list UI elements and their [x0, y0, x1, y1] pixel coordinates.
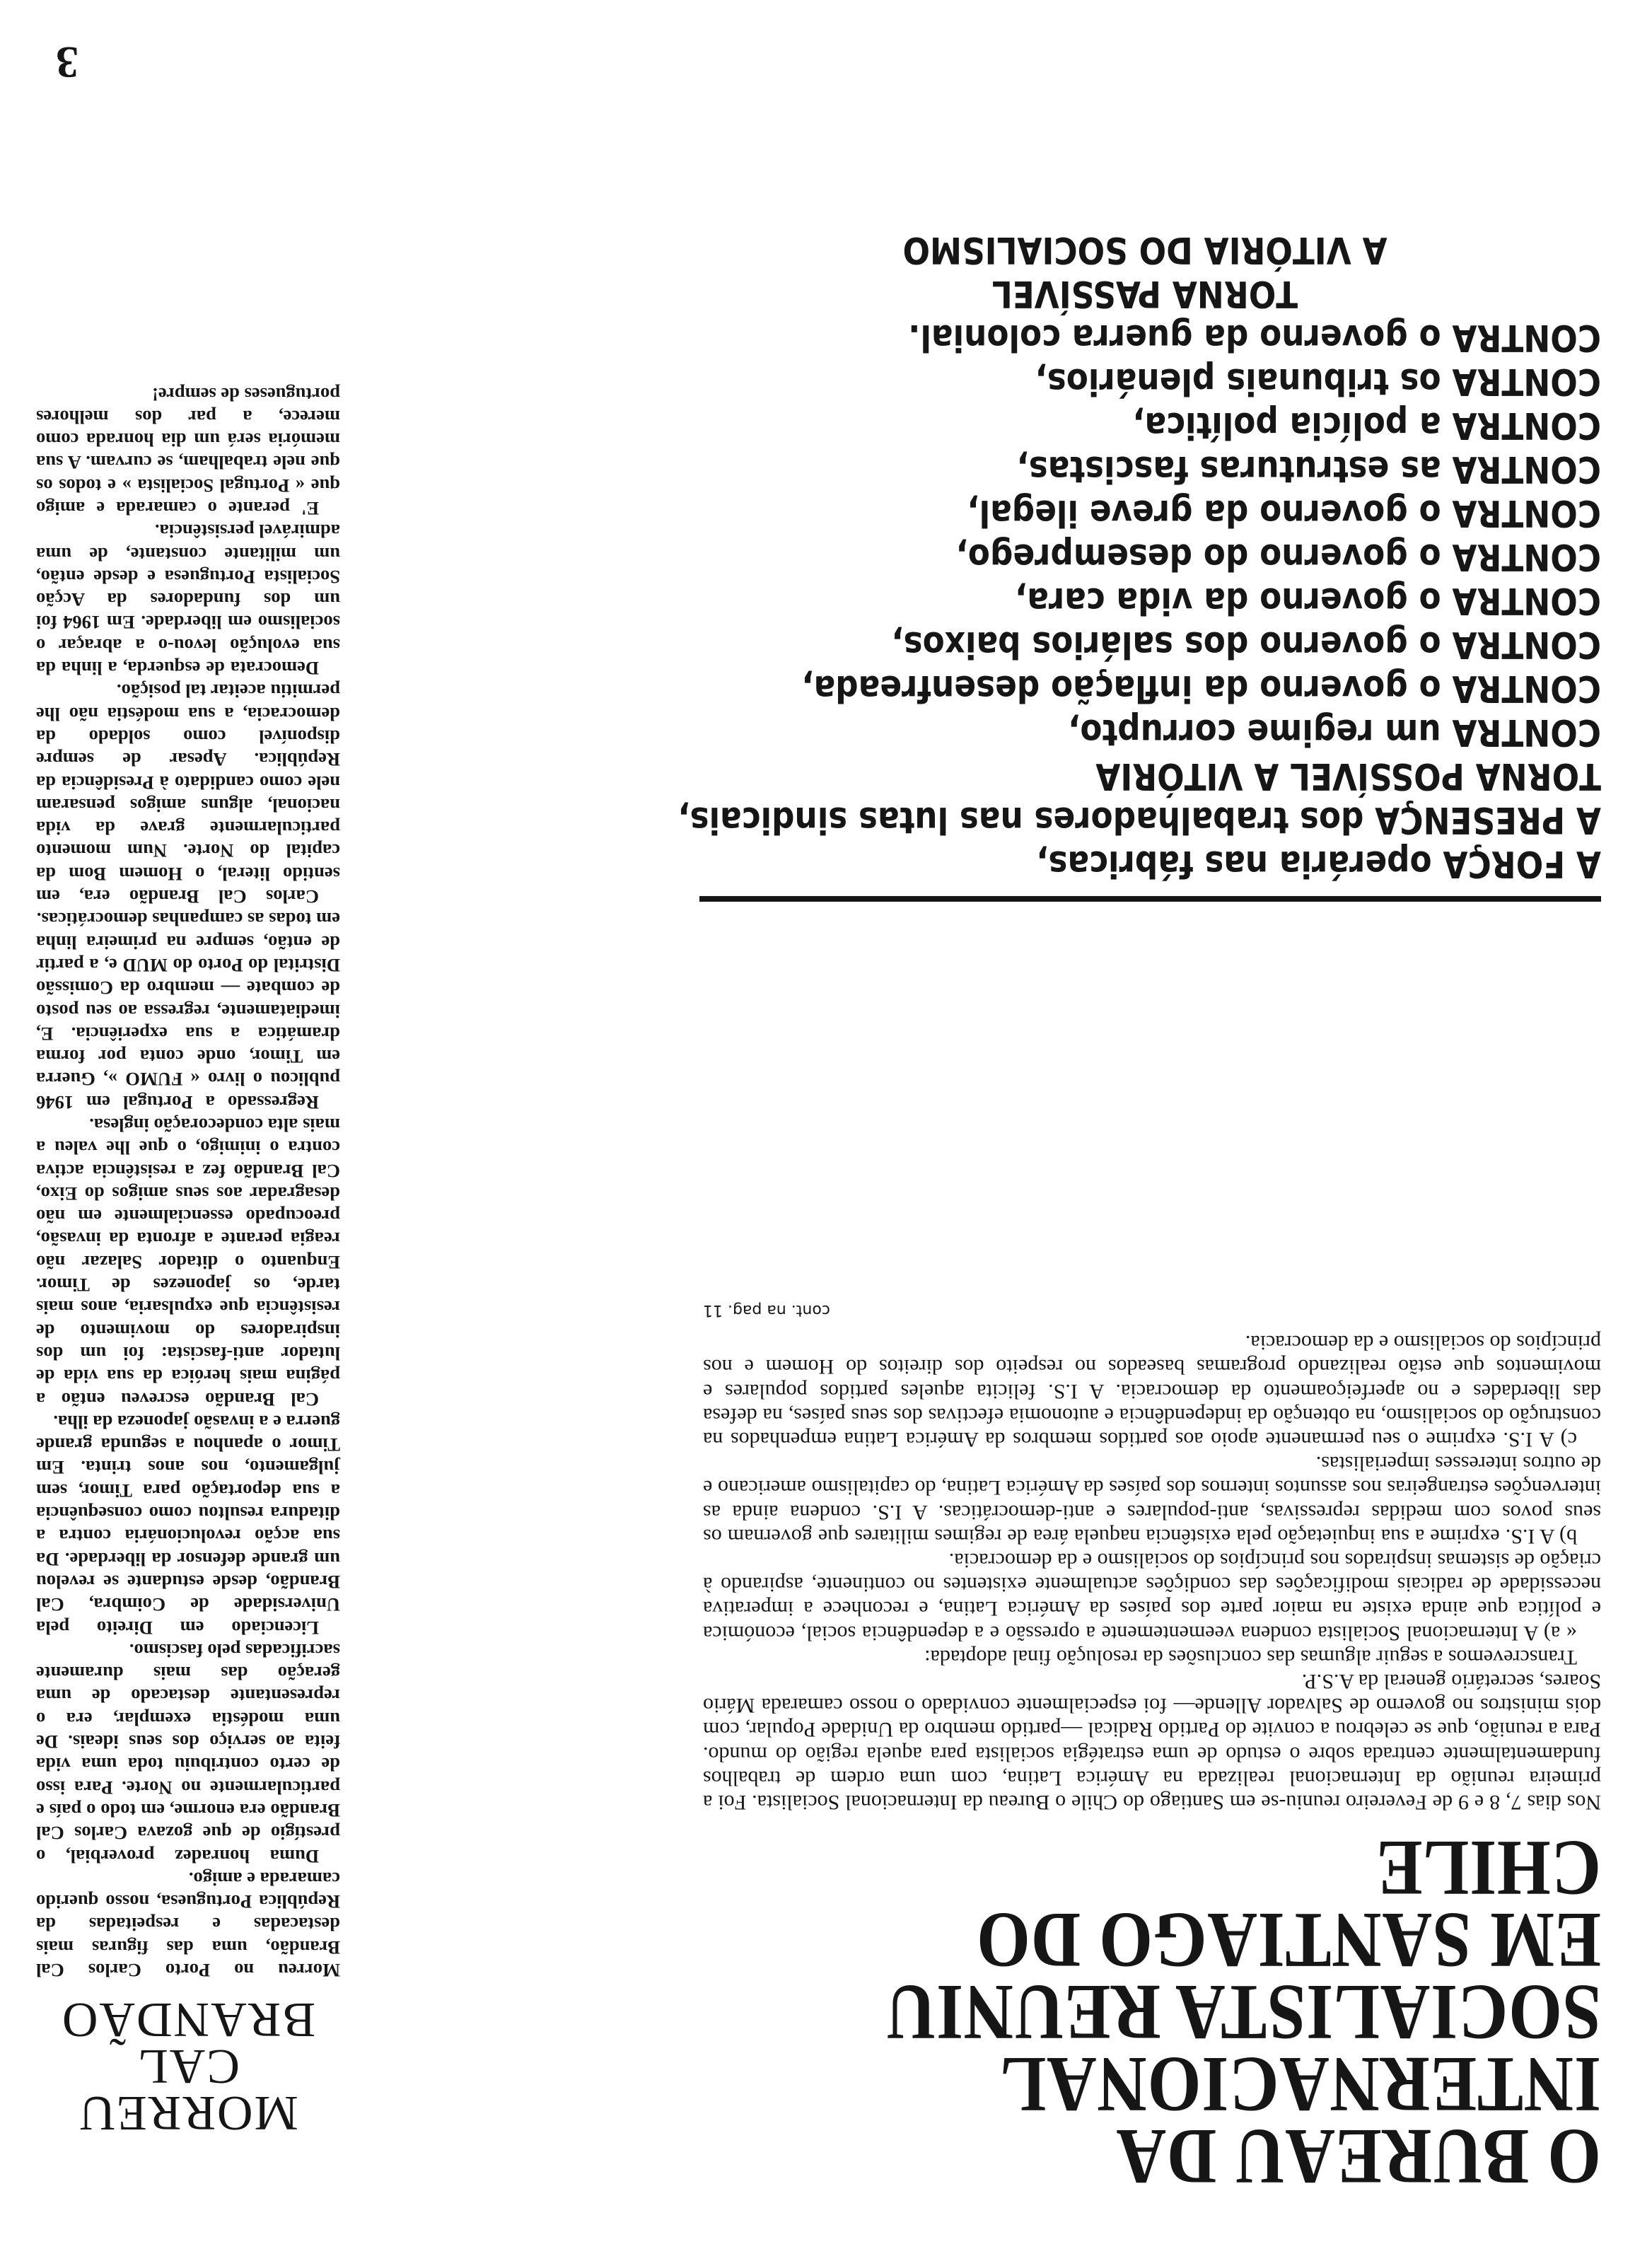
article-body [703, 1330, 1601, 1814]
obituary-title [36, 1992, 340, 2140]
slogan-line: CONTRA um regime corrupto, [1068, 711, 1601, 753]
obituary-column [36, 383, 340, 2140]
slogan-line: CONTRA o governo da vida cara, [1015, 579, 1601, 622]
article-paragraph: c) A I.S. exprime o seu permanente apoio aos partidos membros da América Latina empenhados na construção do socialismo, na obtenção da independência e autonomia efectivas dos seus países, na defesa das liberdades e no aperfeiçoamento da democracia. A I.S. felicita aqueles partidos populares e movimentos que estão realizando programas baseados no respeito dos direitos do Homem e nos princípios do socialismo e da democracia. [703, 1331, 1601, 1451]
obituary-paragraph: Carlos Cal Brandão era, em sentido literal, o Homem Bom da capital do Norte. Num momento particularmente grave da vida nacional, alguns amigos pensaram nele como candidato à Presidência da República. Apesar de sempre disponível como soldado da democracia, a sua modéstia não lhe permitiu aceitar tal posição. [36, 680, 340, 908]
slogan-line: TORNA POSSÍVEL A VITÓRIA [1095, 755, 1601, 797]
slogan-line: CONTRA o governo da greve ilegal, [967, 492, 1601, 534]
obituary-paragraph: Cal Brandão escreveu então a página mais heróica da sua vida de lutador anti-fascista: foi um dos inspiradores do movimento de resistência que expulsaria, anos mais tarde, os japonezes de Timor. Enquanto o ditador Salazar não reagia perante a afronta da invasão, preocupado essencialmente em não desagradar aos seus amigos do Eixo, Cal Brandão fez a resistência activa contra o inimigo, o que lhe valeu a mais alta condecoração inglesa. [36, 1115, 340, 1410]
obituary-paragraph: Licenciado em Direito pela Universidade de Coimbra, Cal Brandão, desde estudante se revelou um grande defensor da liberdade. Da sua acção revolucionária contra a ditadura resultou como consequência a sua deportação para Timor, sem julgamento, nos anos trinta. Em Timor o apanhou a segunda grande guerra e a invasão japoneza da ilha. [36, 1411, 340, 1639]
slogan-block [677, 228, 1601, 885]
slogan-line: CONTRA o governo do desemprego, [955, 535, 1601, 578]
obituary-title-line: CAL BRANDÃO [60, 1992, 316, 2093]
article-headline [801, 1824, 1601, 2200]
obituary-paragraph: Duma honradez proverbial, o prestígio de que gozava Carlos Cal Brandão era enorme, em todo o país e particularmente no Norte. Para isso de certo contribuiu toda uma vida feita ao serviço dos seus ideais. De uma modéstia exemplar, era o representante destacado de uma geração das mais duramente sacrificadas pelo fascismo. [36, 1639, 340, 1867]
page-number: 3 [56, 37, 78, 88]
article-paragraph: « a) A Internacional Socialista condena veementemente a opressão e a dependência social, económica e política que ainda existe na maior parte dos países da América Latina, e reconhece a imperativa necessidade de radicais modificações das condições actualmente existentes no continente, aspirando à criação de sistemas inspirados nos princípios do socialismo e da democracia. [703, 1548, 1601, 1645]
slogan-line: CONTRA a polícia política, [1132, 404, 1601, 446]
slogan-line: TORNA PASSÍVEL [991, 272, 1298, 315]
obituary-paragraph: Regressado a Portugal em 1946 publicou o livro « FUMO », Guerra em Timor, onde conta por forma dramática a sua experiência. E, imediatamente, regressa ao seu posto de combate — membro da Comissão Distrital do Porto do MUD e, a partir de então, sempre na primeira linha em todas as campanhas democráticas. [36, 909, 340, 1113]
section-divider [699, 896, 1601, 902]
headline-line: O BUREAU DA [1115, 2113, 1601, 2200]
obituary-body [36, 383, 340, 1982]
headline-line: INTERNACIONAL [999, 2040, 1601, 2128]
slogan-line: A FORÇA operária nas fábricas, [1036, 842, 1601, 885]
article-paragraph: Transcrevemos a seguir algumas das conclusões da resolução final adoptada: [924, 1645, 1577, 1669]
slogan-line: A PRESENÇA dos trabalhadores nas lutas sindicais, [677, 798, 1601, 841]
slogan-line: CONTRA as estruturas fascistas, [1016, 448, 1601, 490]
main-article [349, 1301, 1601, 2200]
article-paragraph: b) A I.S. exprime a sua inquietação pela existência naquela área de regimes militares que governam os seus povos com medidas repressivas, anti-populares e anti-democráticas. A I.S. condena ainda as intervenções estrangeiras nos assuntos internos dos países da América Latina, do capitalismo americano e de outros interesses imperialistas. [703, 1452, 1601, 1548]
slogan-line: CONTRA o governo da guerra colonial. [908, 316, 1601, 359]
slogan-line: CONTRA o governo dos salários baixos, [891, 623, 1601, 666]
slogan-line: CONTRA os tribunais plenários, [1035, 360, 1601, 402]
headline-line: EM SANTIAGO DO CHILE [976, 1824, 1601, 1984]
obituary-title-line: MORREU [78, 2086, 298, 2140]
obituary-paragraph: Democrata de esquerda, a linha da sua evolução levou-o a abraçar o socialismo em liberdade. Em 1964 foi um dos fundadores da Acção Socialista Portuguesa e desde então, um militante constante, de uma admirável persistência. [36, 521, 340, 680]
headline-line: SOCIALISTA REUNIU [885, 1968, 1601, 2056]
obituary-paragraph: E' perante o camarada e amigo que « Portugal Socialista » e todos os que nele trabalham, se curvam. A sua memória será um dia honrada como merece, a par dos melhores portugueses de sempre! [36, 383, 340, 519]
continuation-note: cont. na pag. 11 [703, 1301, 830, 1319]
obituary-paragraph: Morreu no Porto Carlos Cal Brandão, uma das figuras mais destacadas e respeitadas da República Portuguesa, nosso querido camarada e amigo. [36, 1868, 340, 1981]
article-paragraph: Nos dias 7, 8 e 9 de Fevereiro reuniu-se em Santiago do Chile o Bureau da Internacional Socialista. Foi a primeira reunião da Internacional realizada na América Latina, com uma ordem de trabalhos fundamentalmente centrada sobre o estudo de uma estratégia socialista para aquela região do mundo. Para a reunião, que se celebrou a convite do Partido Radical —partido membro da Unidade Popular, com dois ministros no governo de Salvador Allende— foi especialmente convidado o nosso camarada Mário Soares, secretário general da A.S.P. [703, 1669, 1601, 1814]
slogan-line: A VITÓRIA DO SOCIALISMO [902, 228, 1388, 271]
slogan-line: CONTRA o governo da inflação desenfreada, [801, 667, 1601, 709]
